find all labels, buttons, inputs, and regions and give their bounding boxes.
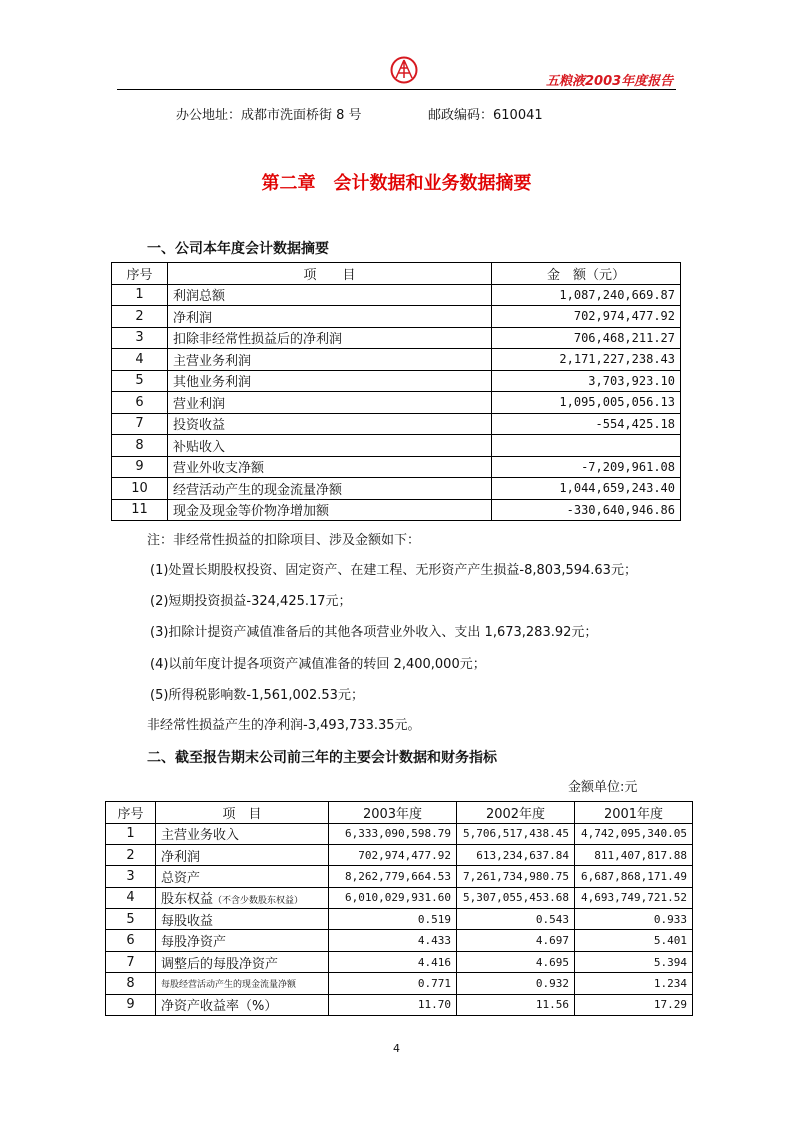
row-item — [156, 909, 329, 930]
row-value: 11.56 — [457, 994, 575, 1015]
row-item: 其他业务利润 — [168, 370, 492, 392]
row-value: 0.519 — [329, 909, 457, 930]
row-number: 4 — [106, 887, 156, 908]
row-value: 6,333,090,598.79 — [329, 823, 457, 844]
row-amount: -7,209,961.08 — [492, 456, 681, 478]
row-number: 2 — [106, 844, 156, 865]
accounting-summary-table — [111, 262, 681, 521]
table-header — [106, 802, 693, 824]
row-item — [156, 866, 329, 887]
office-address: 办公地址：成都市洗面桥街 8 号 — [176, 108, 362, 123]
col-header: 金 额（元） — [492, 263, 681, 285]
row-amount — [492, 435, 681, 457]
currency-unit: 金额单位:元 — [568, 780, 638, 795]
row-value: 613,234,637.84 — [457, 844, 575, 865]
row-item — [156, 994, 329, 1015]
notes-summary: 非经常性损益产生的净利润-3,493,733.35元。 — [147, 718, 421, 733]
row-value: 8,262,779,664.53 — [329, 866, 457, 887]
table-row — [106, 909, 693, 930]
row-item — [156, 844, 329, 865]
table-row — [112, 327, 681, 349]
row-item: 投资收益 — [168, 413, 492, 435]
row-value: 4.697 — [457, 930, 575, 951]
row-item: 净利润 — [168, 306, 492, 328]
row-item — [156, 823, 329, 844]
report-brand-title: 五粮液2003年度报告 — [546, 74, 674, 89]
row-number: 5 — [112, 370, 168, 392]
row-value: 4.433 — [329, 930, 457, 951]
col-header: 项 目 — [168, 263, 492, 285]
row-value: 6,687,868,171.49 — [575, 866, 693, 887]
row-item: 补贴收入 — [168, 435, 492, 457]
note-item: (2)短期投资损益-324,425.17元； — [150, 594, 352, 609]
row-value: 811,407,817.88 — [575, 844, 693, 865]
table-row — [106, 973, 693, 994]
row-value: 0.932 — [457, 973, 575, 994]
row-number: 3 — [106, 866, 156, 887]
col-header: 2001年度 — [575, 802, 693, 824]
row-item-label: 主营业务收入 — [161, 828, 240, 844]
row-item: 营业外收支净额 — [168, 456, 492, 478]
table-row — [106, 887, 693, 908]
row-number: 2 — [112, 306, 168, 328]
row-amount: 1,087,240,669.87 — [492, 284, 681, 306]
row-item — [156, 887, 329, 908]
row-number: 10 — [112, 478, 168, 500]
row-value: 5,706,517,438.45 — [457, 823, 575, 844]
table-row — [112, 284, 681, 306]
row-item: 营业利润 — [168, 392, 492, 414]
row-value: 1.234 — [575, 973, 693, 994]
row-value: 0.543 — [457, 909, 575, 930]
row-amount: 3,703,923.10 — [492, 370, 681, 392]
row-number: 5 — [106, 909, 156, 930]
table-row — [106, 823, 693, 844]
table-row — [106, 930, 693, 951]
section2-title: 二、截至报告期末公司前三年的主要会计数据和财务指标 — [147, 750, 497, 766]
row-value: 5,307,055,453.68 — [457, 887, 575, 908]
row-number: 9 — [112, 456, 168, 478]
row-item-label: 净利润 — [161, 849, 201, 865]
row-number: 6 — [106, 930, 156, 951]
row-value: 0.933 — [575, 909, 693, 930]
row-number: 9 — [106, 994, 156, 1015]
table-row — [112, 435, 681, 457]
row-value: 0.771 — [329, 973, 457, 994]
table-row — [106, 951, 693, 972]
table-row — [112, 456, 681, 478]
row-item-label: 股东权益 — [161, 892, 214, 908]
page-number: 4 — [393, 1042, 400, 1055]
row-amount: -554,425.18 — [492, 413, 681, 435]
col-header: 2003年度 — [329, 802, 457, 824]
chapter-title: 第二章 会计数据和业务数据摘要 — [261, 173, 532, 194]
table-header — [112, 263, 681, 285]
row-item — [156, 930, 329, 951]
row-number: 4 — [112, 349, 168, 371]
row-item-note: （不含少数股东权益） — [213, 896, 304, 907]
row-value: 7,261,734,980.75 — [457, 866, 575, 887]
row-item-label: 每股收益 — [161, 913, 214, 929]
table-row — [112, 478, 681, 500]
row-value: 5.394 — [575, 951, 693, 972]
row-number: 11 — [112, 499, 168, 521]
row-number: 7 — [112, 413, 168, 435]
row-item — [156, 951, 329, 972]
header-rule — [117, 89, 676, 90]
row-number: 1 — [112, 284, 168, 306]
row-number: 7 — [106, 951, 156, 972]
note-item: (1)处置长期股权投资、固定资产、在建工程、无形资产产生损益-8,803,594.63元； — [150, 563, 637, 578]
row-item: 主营业务利润 — [168, 349, 492, 371]
row-item-note: 每股经营活动产生的现金流量净额 — [161, 979, 297, 990]
row-value: 4,693,749,721.52 — [575, 887, 693, 908]
row-value: 4.416 — [329, 951, 457, 972]
col-header: 2002年度 — [457, 802, 575, 824]
row-amount: -330,640,946.86 — [492, 499, 681, 521]
row-value: 6,010,029,931.60 — [329, 887, 457, 908]
table-row — [106, 844, 693, 865]
row-amount: 702,974,477.92 — [492, 306, 681, 328]
row-value: 5.401 — [575, 930, 693, 951]
row-number: 8 — [112, 435, 168, 457]
table-row — [112, 392, 681, 414]
row-amount: 1,095,005,056.13 — [492, 392, 681, 414]
row-value: 4,742,095,340.05 — [575, 823, 693, 844]
row-number: 1 — [106, 823, 156, 844]
row-number: 3 — [112, 327, 168, 349]
table-row — [112, 349, 681, 371]
row-item-label: 每股净资产 — [161, 935, 227, 951]
table-row — [106, 866, 693, 887]
row-number: 6 — [112, 392, 168, 414]
row-amount: 706,468,211.27 — [492, 327, 681, 349]
row-item-label: 调整后的每股净资产 — [161, 956, 279, 972]
row-value: 4.695 — [457, 951, 575, 972]
row-item: 利润总额 — [168, 284, 492, 306]
notes-intro: 注：非经常性损益的扣除项目、涉及金额如下： — [147, 533, 421, 548]
postcode: 邮政编码：610041 — [428, 108, 543, 123]
note-item: (4)以前年度计提各项资产减值准备的转回 2,400,000元； — [150, 657, 486, 672]
row-item — [156, 973, 329, 994]
row-item: 经营活动产生的现金流量净额 — [168, 478, 492, 500]
table-row — [112, 370, 681, 392]
company-logo-icon — [390, 56, 418, 84]
section1-title: 一、公司本年度会计数据摘要 — [147, 241, 329, 257]
table-row — [112, 306, 681, 328]
row-item: 扣除非经常性损益后的净利润 — [168, 327, 492, 349]
row-value: 702,974,477.92 — [329, 844, 457, 865]
row-value: 11.70 — [329, 994, 457, 1015]
row-value: 17.29 — [575, 994, 693, 1015]
table-row — [112, 413, 681, 435]
col-header: 项 目 — [156, 802, 329, 824]
row-amount: 1,044,659,243.40 — [492, 478, 681, 500]
table-row — [106, 994, 693, 1015]
row-item: 现金及现金等价物净增加额 — [168, 499, 492, 521]
col-header: 序号 — [106, 802, 156, 824]
row-item-label: 总资产 — [161, 870, 201, 886]
three-year-table — [105, 801, 693, 1016]
table-row — [112, 499, 681, 521]
row-amount: 2,171,227,238.43 — [492, 349, 681, 371]
row-item-label: 净资产收益率（%） — [161, 999, 278, 1015]
note-item: (3)扣除计提资产减值准备后的其他各项营业外收入、支出 1,673,283.92元； — [150, 625, 598, 640]
col-header: 序号 — [112, 263, 168, 285]
note-item: (5)所得税影响数-1,561,002.53元； — [150, 688, 364, 703]
row-number: 8 — [106, 973, 156, 994]
